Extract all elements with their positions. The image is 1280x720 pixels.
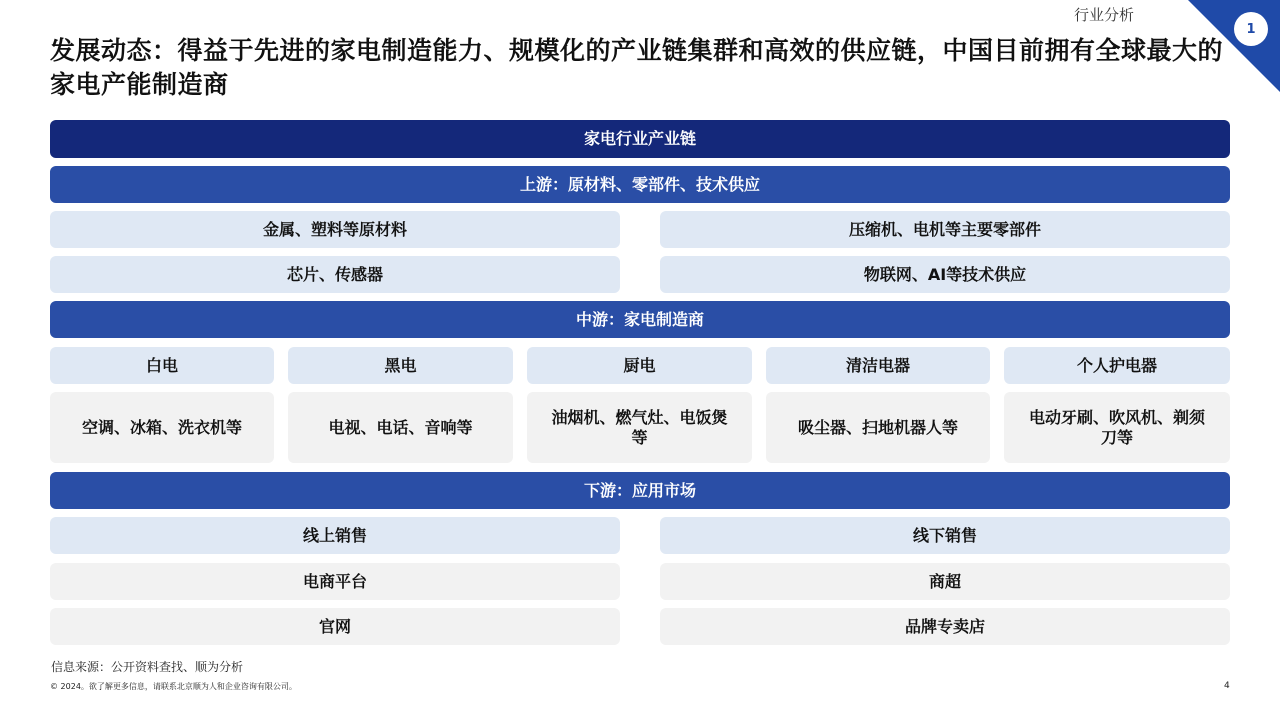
upstream-item: 金属、塑料等原材料 bbox=[50, 211, 620, 248]
midstream-category: 清洁电器 bbox=[766, 347, 990, 384]
upstream-header: 上游：原材料、零部件、技术供应 bbox=[50, 166, 1230, 203]
midstream-example: 电视、电话、音响等 bbox=[288, 392, 513, 463]
page-badge: 1 bbox=[1234, 12, 1268, 46]
page-number: 4 bbox=[1224, 681, 1230, 691]
downstream-offline-item: 商超 bbox=[660, 563, 1230, 600]
midstream-category: 白电 bbox=[50, 347, 274, 384]
source-note: 信息来源：公开资料查找、顺为分析 bbox=[51, 660, 244, 674]
downstream-online-item: 电商平台 bbox=[50, 563, 620, 600]
downstream-channel-offline: 线下销售 bbox=[660, 517, 1230, 554]
page-title: 发展动态：得益于先进的家电制造能力、规模化的产业链集群和高效的供应链，中国目前拥有全球最大的家电产能制造商 bbox=[50, 36, 1224, 99]
midstream-example: 空调、冰箱、洗衣机等 bbox=[50, 392, 274, 463]
midstream-example: 油烟机、燃气灶、电饭煲等 bbox=[527, 392, 752, 463]
midstream-example: 吸尘器、扫地机器人等 bbox=[766, 392, 990, 463]
downstream-header: 下游：应用市场 bbox=[50, 472, 1230, 509]
midstream-header: 中游：家电制造商 bbox=[50, 301, 1230, 338]
midstream-category: 厨电 bbox=[527, 347, 752, 384]
copyright-note: © 2024。欲了解更多信息，请联系北京顺为人和企业咨询有限公司。 bbox=[50, 682, 297, 691]
midstream-category: 黑电 bbox=[288, 347, 513, 384]
section-label: 行业分析 bbox=[1074, 6, 1135, 24]
downstream-offline-item: 品牌专卖店 bbox=[660, 608, 1230, 645]
chain-main-title: 家电行业产业链 bbox=[50, 120, 1230, 158]
upstream-item: 物联网、AI等技术供应 bbox=[660, 256, 1230, 293]
midstream-example: 电动牙刷、吹风机、剃须刀等 bbox=[1004, 392, 1230, 463]
upstream-item: 压缩机、电机等主要零部件 bbox=[660, 211, 1230, 248]
midstream-category: 个人护电器 bbox=[1004, 347, 1230, 384]
upstream-item: 芯片、传感器 bbox=[50, 256, 620, 293]
downstream-channel-online: 线上销售 bbox=[50, 517, 620, 554]
downstream-online-item: 官网 bbox=[50, 608, 620, 645]
